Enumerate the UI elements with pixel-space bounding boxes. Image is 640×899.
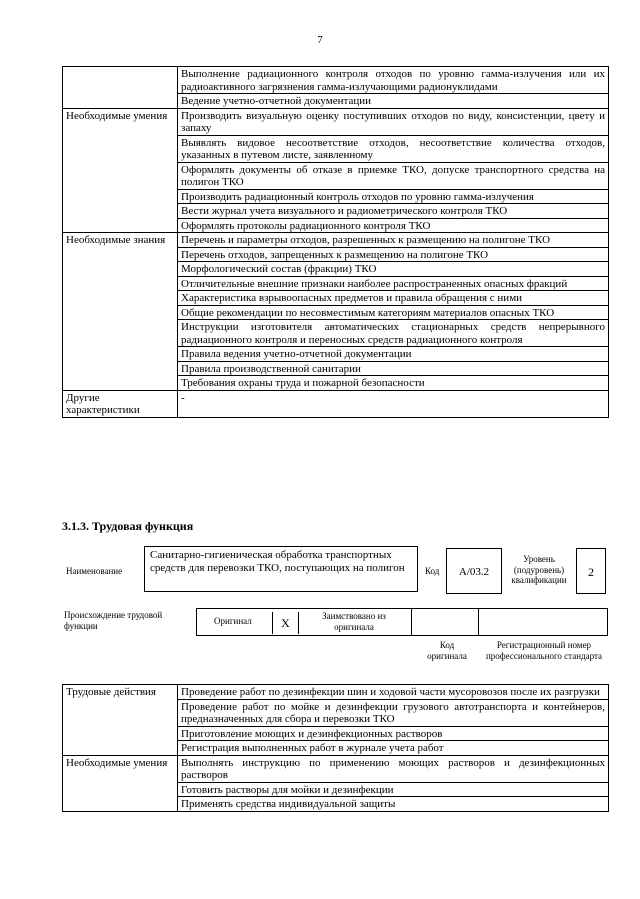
name-label: Наименование	[66, 566, 123, 576]
row-text: Отличительные внешние признаки наиболее распространенных опасных фракций	[178, 276, 609, 291]
table-row	[63, 685, 609, 700]
row-text: Регистрация выполненных работ в журнале учета работ	[178, 741, 609, 756]
table-row	[63, 233, 609, 248]
row-label: Трудовые действия	[63, 685, 178, 756]
divider	[478, 608, 479, 636]
row-text: Общие рекомендации по несовместимым категориям материалов опасных ТКО	[178, 305, 609, 320]
original-label: Оригинал	[214, 616, 252, 626]
origin-label: Происхождение трудовой функции	[64, 610, 163, 631]
row-text: Перечень и параметры отходов, разрешенных к размещению на полигоне ТКО	[178, 233, 609, 248]
row-text: Выполнять инструкцию по применению моющих растворов и дезинфекционных растворов	[178, 755, 609, 782]
original-mark: X	[272, 612, 299, 634]
row-text: Инструкции изготовителя автоматических стационарных средств непрерывного радиационного контроля и переносных средств радиационного контроля	[178, 320, 609, 347]
row-text: Выявлять видовое несоответствие отходов, несоответствие количества отходов, указанных в путевом листе, заявленному	[178, 135, 609, 162]
table-row	[63, 67, 609, 94]
row-text: Готовить растворы для мойки и дезинфекции	[178, 782, 609, 797]
reg-caption: Регистрационный номер профессионального стандарта	[485, 640, 603, 661]
row-text: Морфологический состав (фракции) ТКО	[178, 262, 609, 277]
row-label: Необходимые умения	[63, 755, 178, 811]
divider	[411, 608, 412, 636]
code-label: Код	[425, 566, 440, 576]
code-caption: Код оригинала	[427, 640, 467, 661]
row-label: Необходимые умения	[63, 108, 178, 233]
row-text: Приготовление моющих и дезинфекционных растворов	[178, 726, 609, 741]
level-value: 2	[576, 548, 606, 594]
section-title: 3.1.3. Трудовая функция	[62, 519, 194, 533]
table-row	[63, 755, 609, 782]
table-row	[63, 108, 609, 135]
row-text: Производить визуальную оценку поступивших отходов по виду, консистенции, цвету и запаху	[178, 108, 609, 135]
row-text: Правила производственной санитарии	[178, 361, 609, 376]
table-row	[63, 390, 609, 417]
page-number: 7	[317, 34, 323, 46]
row-text: Перечень отходов, запрещенных к размещению на полигоне ТКО	[178, 247, 609, 262]
row-text: Требования охраны труда и пожарной безопасности	[178, 376, 609, 391]
row-label: Другие характеристики	[63, 390, 178, 417]
row-text: Проведение работ по мойке и дезинфекции грузового автотранспорта и контейнеров, предназначенных для сбора и перевозки ТКО	[178, 699, 609, 726]
level-label: Уровень (подуровень) квалификации	[511, 554, 567, 585]
row-text: Выполнение радиационного контроля отходов по уровню гамма-излучения или их радиоактивного загрязнения гамма-излучающими радионуклидами	[178, 67, 609, 94]
row-text: Правила ведения учетно-отчетной документации	[178, 347, 609, 362]
row-text: Ведение учетно-отчетной документации	[178, 94, 609, 109]
code-value: А/03.2	[446, 548, 502, 594]
row-text: Оформлять документы об отказе в приемке ТКО, допуске транспортного средства на полигон ТКО	[178, 162, 609, 189]
row-text: Производить радиационный контроль отходов по уровню гамма-излучения	[178, 189, 609, 204]
row-label: Необходимые знания	[63, 233, 178, 391]
borrowed-label: Заимствовано из оригинала	[322, 611, 386, 632]
row-text: -	[178, 390, 609, 417]
row-text: Характеристика взрывоопасных предметов и правила обращения с ними	[178, 291, 609, 306]
row-text: Применять средства индивидуальной защиты	[178, 797, 609, 812]
actions-table	[62, 684, 609, 812]
row-label	[63, 67, 178, 109]
row-text: Оформлять протоколы радиационного контроля ТКО	[178, 218, 609, 233]
skills-table	[62, 66, 609, 418]
function-name: Санитарно-гигиеническая обработка транспортных средств для перевозки ТКО, поступающих на полигон	[144, 546, 418, 592]
row-text: Проведение работ по дезинфекции шин и ходовой части мусоровозов после их разгрузки	[178, 685, 609, 700]
row-text: Вести журнал учета визуального и радиометрического контроля ТКО	[178, 204, 609, 219]
